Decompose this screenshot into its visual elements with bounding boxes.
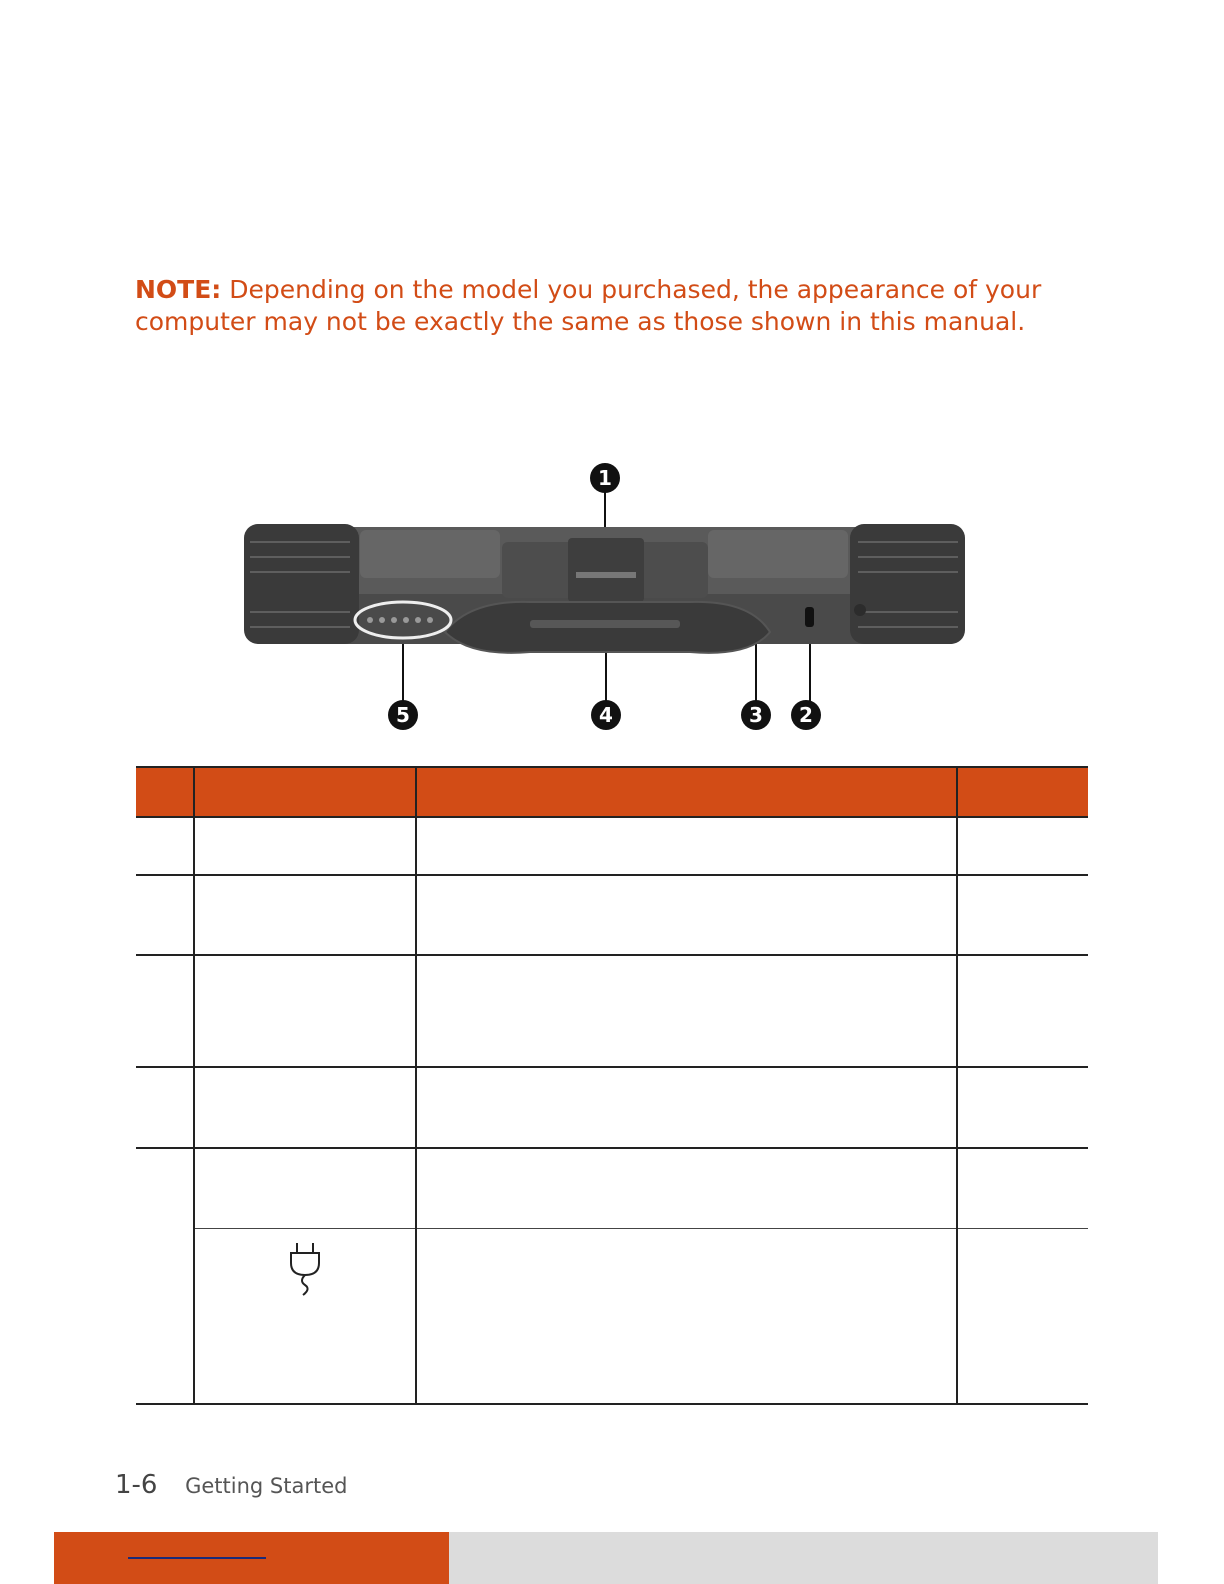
callout-5: 5 <box>396 703 410 727</box>
page-number: 1-6 <box>115 1470 158 1500</box>
table-row <box>136 875 1088 955</box>
table-row <box>136 1228 1088 1404</box>
power-plug-icon <box>285 1241 325 1297</box>
table-header <box>136 767 1088 817</box>
device-figure <box>240 462 980 737</box>
callout-3: 3 <box>749 703 763 727</box>
note-paragraph <box>135 274 1095 338</box>
footer-bar-gray <box>449 1532 1158 1584</box>
note-text: Depending on the model you purchased, the appearance of your computer may not be exactly the same as those shown in this manual. <box>135 275 1042 336</box>
footer-link-underline[interactable] <box>128 1557 266 1559</box>
note-label: NOTE: <box>135 275 222 304</box>
page-footer <box>115 1470 347 1502</box>
section-title: Getting Started <box>185 1474 348 1498</box>
callout-4: 4 <box>599 703 613 727</box>
device-photo-icon <box>240 462 980 737</box>
table-row <box>136 1067 1088 1148</box>
header-cell-see-also <box>957 767 1088 817</box>
header-cell-description <box>416 767 957 817</box>
header-cell-ref <box>136 767 194 817</box>
header-cell-component <box>194 767 416 817</box>
callout-1: 1 <box>598 466 612 490</box>
component-table <box>136 766 1088 1405</box>
table-row <box>136 1148 1088 1228</box>
table-row <box>136 955 1088 1067</box>
callout-2: 2 <box>799 703 813 727</box>
table-row <box>136 817 1088 875</box>
